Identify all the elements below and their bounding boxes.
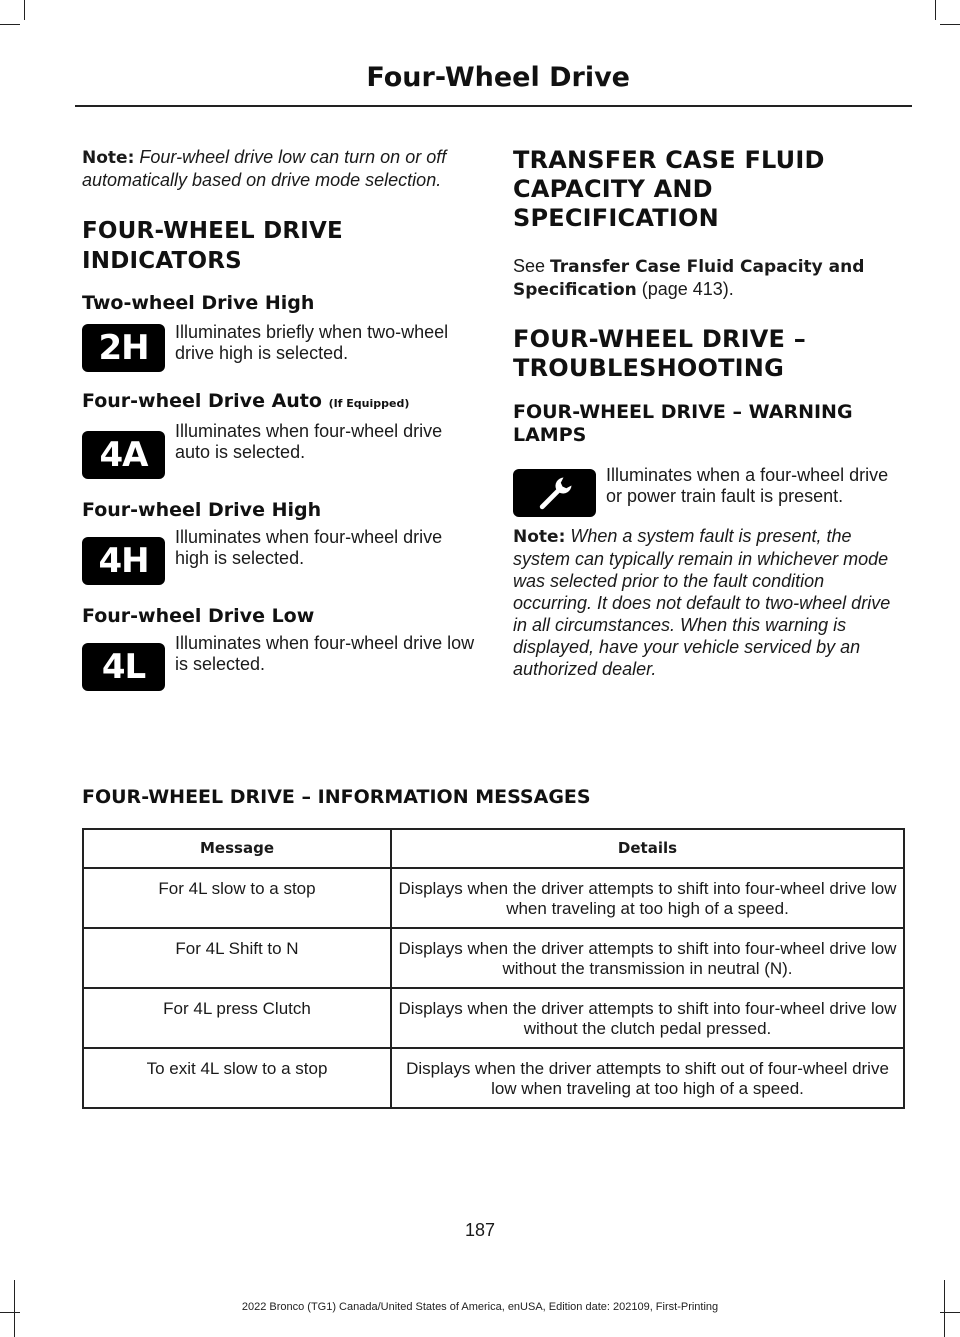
column-header-details: Details — [391, 829, 904, 868]
details-cell: Displays when the driver attempts to shift into four-wheel drive low without the clutch pedal pressed. — [391, 988, 904, 1048]
section-title-troubleshooting — [513, 325, 908, 383]
table-row — [83, 988, 904, 1048]
section-title-line: INDICATORS — [82, 248, 242, 274]
indicator-4l — [82, 605, 477, 691]
table-row — [83, 1048, 904, 1108]
indicator-heading — [82, 390, 477, 415]
details-cell: Displays when the driver attempts to shift out of four-wheel drive low when traveling at too high of a speed. — [391, 1048, 904, 1108]
page-number: 187 — [464, 1220, 496, 1240]
message-cell: For 4L slow to a stop — [83, 868, 391, 928]
indicator-description: Illuminates when four-wheel drive high is selected. — [175, 527, 443, 568]
section-title-line: TROUBLESHOOTING — [513, 354, 784, 382]
section-title-line: FOUR-WHEEL DRIVE – — [513, 325, 806, 353]
indicator-2h — [82, 292, 477, 372]
info-messages-table — [82, 828, 905, 1109]
section-title-fluid — [513, 146, 908, 233]
indicator-description: Illuminates briefly when two-wheel drive high is selected. — [175, 322, 449, 363]
crop-mark — [24, 0, 25, 20]
indicator-4h — [82, 499, 477, 585]
note-label: Note: — [513, 527, 566, 547]
note-text: Four-wheel drive low can turn on or off automatically based on drive mode selection. — [82, 147, 447, 190]
section-title-line: CAPACITY AND — [513, 175, 713, 203]
section-title-indicators — [82, 216, 477, 276]
fluid-reference — [513, 255, 908, 301]
lamp-4a-icon: 4A — [82, 431, 165, 479]
see-prefix: See — [513, 256, 551, 276]
indicator-heading: Four-wheel Drive High — [82, 499, 322, 521]
indicator-description: Illuminates when four-wheel drive auto is selected. — [175, 421, 443, 462]
lamp-4l-icon: 4L — [82, 643, 165, 691]
table-row — [83, 928, 904, 988]
crop-mark — [940, 24, 960, 25]
crop-mark — [935, 0, 936, 20]
details-cell: Displays when the driver attempts to shift into four-wheel drive low without the transmission in neutral (N). — [391, 928, 904, 988]
wrench-icon-svg — [535, 473, 575, 513]
indicator-heading: Two-wheel Drive High — [82, 292, 315, 314]
info-messages-heading: FOUR-WHEEL DRIVE – INFORMATION MESSAGES — [82, 786, 591, 808]
table-header-row — [83, 829, 904, 868]
message-cell: For 4L Shift to N — [83, 928, 391, 988]
note-label: Note: — [82, 148, 135, 168]
indicator-description: Illuminates when four-wheel drive low is selected. — [175, 633, 475, 674]
details-cell: Displays when the driver attempts to shift into four-wheel drive low when traveling at too high of a speed. — [391, 868, 904, 928]
section-title-line: TRANSFER CASE FLUID — [513, 146, 825, 174]
message-cell: For 4L press Clutch — [83, 988, 391, 1048]
wrench-icon — [513, 469, 596, 517]
crop-mark — [0, 24, 20, 25]
column-header-message: Message — [83, 829, 391, 868]
left-column — [82, 146, 477, 691]
lamp-2h-icon: 2H — [82, 324, 165, 372]
message-cell: To exit 4L slow to a stop — [83, 1048, 391, 1108]
if-equipped-label: (If Equipped) — [328, 397, 410, 410]
warning-lamps-heading: FOUR-WHEEL DRIVE – WARNING LAMPS — [513, 401, 853, 446]
lamp-4h-icon: 4H — [82, 537, 165, 585]
right-column — [513, 146, 908, 680]
page-header-title: Four-Wheel Drive — [366, 62, 630, 93]
note-text: When a system fault is present, the system can typically remain in whichever mode was selected prior to the fault condition occurring. It does not default to two-wheel drive in all circumstances. When this warning is displayed, have your vehicle serviced by an authorized dealer. — [513, 526, 891, 679]
page-ref: (page 413). — [636, 279, 734, 299]
table-row — [83, 868, 904, 928]
wrench-lamp-row — [513, 465, 908, 517]
section-title-line: SPECIFICATION — [513, 204, 719, 232]
header-rule — [75, 105, 912, 107]
indicator-heading-text: Four-wheel Drive Auto — [82, 390, 322, 412]
note-4wd-low — [82, 146, 477, 191]
page-footer: 2022 Bronco (TG1) Canada/United States of America, enUSA, Edition date: 202109, First-Printing — [241, 1301, 719, 1313]
section-title-line: FOUR-WHEEL DRIVE — [82, 218, 343, 244]
note-system-fault — [513, 525, 908, 680]
wrench-description: Illuminates when a four-wheel drive or power train fault is present. — [606, 465, 889, 506]
indicator-heading: Four-wheel Drive Low — [82, 605, 315, 627]
fluid-spec-link[interactable]: Transfer Case Fluid Capacity and Specification — [513, 257, 865, 300]
indicator-4a — [82, 390, 477, 479]
